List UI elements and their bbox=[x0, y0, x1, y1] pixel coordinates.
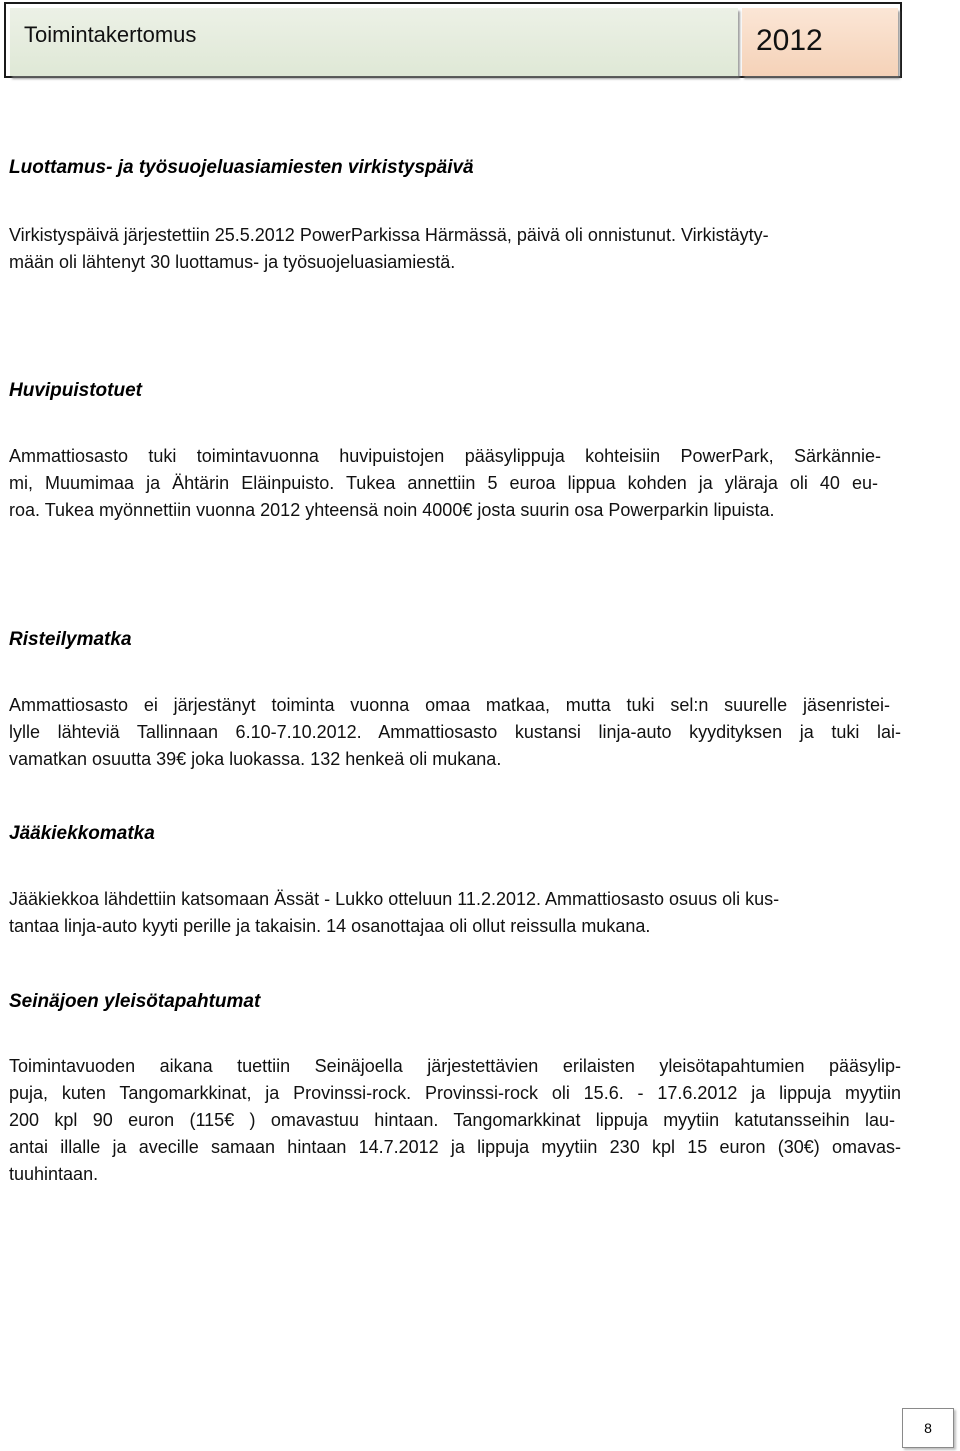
header-year-box bbox=[742, 8, 898, 76]
text-line: Ammattiosasto ei järjestänyt toiminta vuonna omaa matkaa, mutta tuki sel:n suurelle jäsenristei- bbox=[9, 695, 890, 715]
text-line: mi, Muumimaa ja Ähtärin Eläinpuisto. Tukea annettiin 5 euroa lippua kohden ja yläraja oli 40 eu- bbox=[9, 473, 878, 493]
section-body-jaakiekkomatka bbox=[9, 886, 901, 940]
header-title: Toimintakertomus bbox=[24, 22, 197, 47]
text-line: Jääkiekkoa lähdettiin katsomaan Ässät - Lukko otteluun 11.2.2012. Ammattiosasto osuus oli kus- bbox=[9, 889, 780, 909]
text-line: puja, kuten Tangomarkkinat, ja Provinssi-rock. Provinssi-rock oli 15.6. - 17.6.2012 ja lippuja myytiin bbox=[9, 1083, 901, 1103]
text-line: mään oli lähtenyt 30 luottamus- ja työsuojeluasiamiestä. bbox=[9, 252, 456, 272]
section-body-seinajoen-yleisotapahtumat bbox=[9, 1053, 901, 1188]
section-heading-virkistyspaiva: Luottamus- ja työsuojeluasiamiesten virkistyspäivä bbox=[9, 157, 474, 178]
text-line: tuuhintaan. bbox=[9, 1164, 99, 1184]
header-year: 2012 bbox=[756, 24, 823, 57]
text-line: tantaa linja-auto kyyti perille ja takaisin. 14 osanottajaa oli ollut reissulla mukana. bbox=[9, 916, 651, 936]
section-body-huvipuistotuet bbox=[9, 443, 901, 524]
section-body-virkistyspaiva bbox=[9, 222, 901, 276]
header-title-box bbox=[10, 8, 738, 76]
text-line: Toimintavuoden aikana tuettiin Seinäjoella järjestettävien erilaisten yleisötapahtumien pääsylip- bbox=[9, 1056, 901, 1076]
text-line: 200 kpl 90 euron (115€ ) omavastuu hintaan. Tangomarkkinat lippuja myytiin katutansseihin lau- bbox=[9, 1110, 895, 1130]
text-line: Virkistyspäivä järjestettiin 25.5.2012 PowerParkissa Härmässä, päivä oli onnistunut. Virkistäyty- bbox=[9, 225, 769, 245]
text-line: lylle lähteviä Tallinnaan 6.10-7.10.2012. Ammattiosasto kustansi linja-auto kyydityksen ja tuki lai- bbox=[9, 722, 901, 742]
page-number: 8 bbox=[902, 1408, 954, 1448]
text-line: Ammattiosasto tuki toimintavuonna huvipuistojen pääsylippuja kohteisiin PowerPark, Särkännie- bbox=[9, 446, 881, 466]
text-line: vamatkan osuutta 39€ joka luokassa. 132 henkeä oli mukana. bbox=[9, 749, 502, 769]
section-body-risteilymatka bbox=[9, 692, 901, 773]
section-heading-jaakiekkomatka: Jääkiekkomatka bbox=[9, 823, 155, 844]
section-heading-seinajoen-yleisotapahtumat: Seinäjoen yleisötapahtumat bbox=[9, 991, 261, 1012]
page-header bbox=[4, 2, 902, 78]
section-heading-huvipuistotuet: Huvipuistotuet bbox=[9, 380, 142, 401]
section-heading-risteilymatka: Risteilymatka bbox=[9, 629, 132, 650]
text-line: roa. Tukea myönnettiin vuonna 2012 yhteensä noin 4000€ josta suurin osa Powerparkin lipuista. bbox=[9, 500, 775, 520]
text-line: antai illalle ja avecille samaan hintaan 14.7.2012 ja lippuja myytiin 230 kpl 15 euron (30€) omavas- bbox=[9, 1137, 901, 1157]
